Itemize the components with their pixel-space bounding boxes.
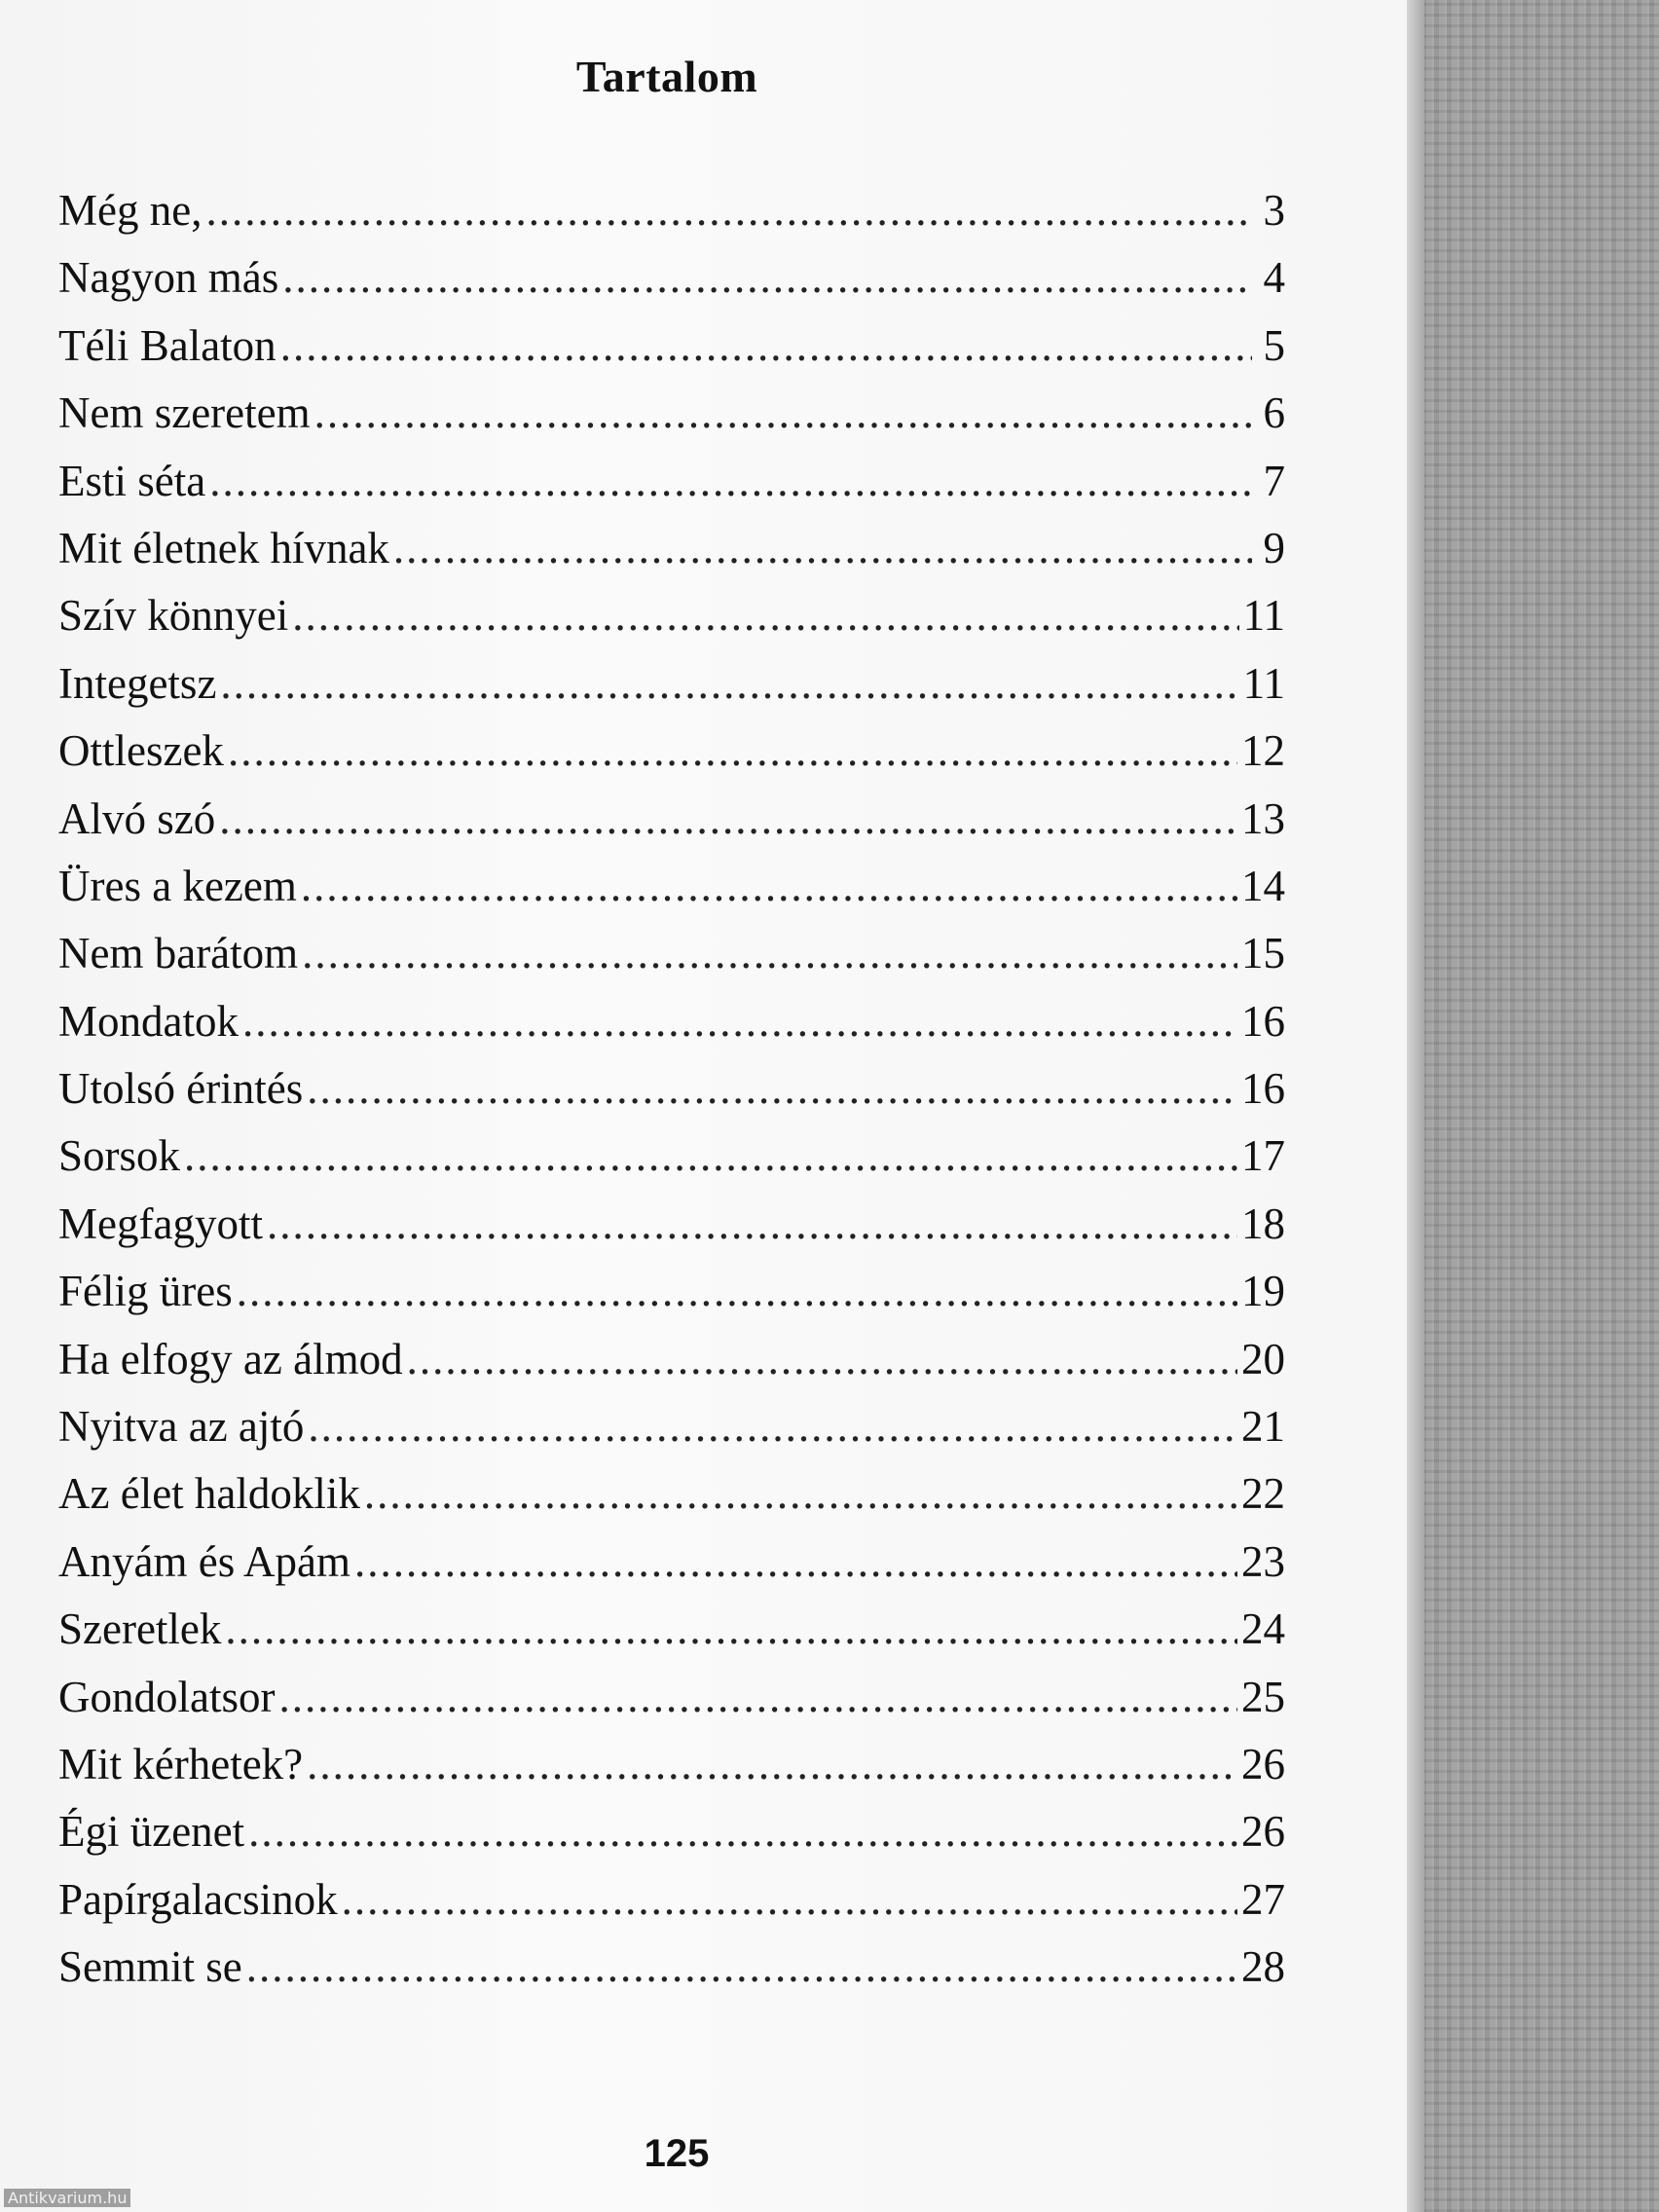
toc-entry-title: Ottleszek bbox=[58, 726, 224, 776]
toc-entry-page: 19 bbox=[1241, 1267, 1285, 1316]
dot-leader bbox=[209, 448, 1252, 515]
dot-leader bbox=[228, 718, 1237, 785]
toc-entry-page: 17 bbox=[1241, 1131, 1285, 1181]
toc-entry bbox=[58, 515, 1285, 582]
toc-entry-title: Mit életnek hívnak bbox=[58, 523, 389, 572]
dot-leader bbox=[219, 786, 1237, 853]
dot-leader bbox=[282, 244, 1252, 312]
dot-leader bbox=[278, 1664, 1237, 1731]
dot-leader bbox=[220, 650, 1238, 718]
watermark: Antikvarium.hu bbox=[4, 2189, 130, 2207]
toc-entry-page: 24 bbox=[1241, 1604, 1285, 1654]
toc-entry bbox=[58, 1055, 1285, 1123]
toc-entry-page: 23 bbox=[1241, 1536, 1285, 1586]
toc-entry-title: Integetsz bbox=[58, 658, 217, 708]
toc-entry-page: 13 bbox=[1241, 793, 1285, 843]
toc-entry-title: Gondolatsor bbox=[58, 1672, 276, 1721]
toc-entry bbox=[58, 582, 1285, 649]
toc-entry-title: Mit kérhetek? bbox=[58, 1739, 304, 1788]
toc-entry-title: Téli Balaton bbox=[58, 320, 276, 370]
toc-entry bbox=[58, 1326, 1285, 1393]
toc-entry-title: Sorsok bbox=[58, 1131, 181, 1181]
toc-entry-page: 22 bbox=[1241, 1469, 1285, 1519]
dot-leader bbox=[354, 1529, 1237, 1596]
dot-leader bbox=[237, 1258, 1237, 1325]
toc-entry-title: Megfagyott bbox=[58, 1198, 263, 1248]
toc-entry-title: Ha elfogy az álmod bbox=[58, 1334, 403, 1383]
toc-entry-page: 9 bbox=[1263, 523, 1285, 572]
toc-entry bbox=[58, 853, 1285, 920]
toc-entry-page: 15 bbox=[1241, 929, 1285, 978]
toc-entry-title: Mondatok bbox=[58, 996, 239, 1046]
toc-entry-page: 5 bbox=[1263, 320, 1285, 370]
toc-entry-title: Semmit se bbox=[58, 1942, 242, 1992]
toc-entry-page: 3 bbox=[1263, 186, 1285, 235]
dot-leader bbox=[308, 1393, 1237, 1460]
toc-entry bbox=[58, 1731, 1285, 1798]
toc-entry-title: Nyitva az ajtó bbox=[58, 1402, 305, 1452]
toc-entry bbox=[58, 920, 1285, 987]
toc-entry bbox=[58, 1866, 1285, 1934]
dot-leader bbox=[225, 1596, 1237, 1663]
toc-entry-page: 7 bbox=[1263, 456, 1285, 505]
table-of-contents bbox=[58, 177, 1285, 2002]
toc-entry-title: Alvó szó bbox=[58, 793, 216, 843]
dot-leader bbox=[407, 1326, 1237, 1393]
toc-entry-title: Még ne, bbox=[58, 186, 203, 235]
toc-entry-title: Nem szeretem bbox=[58, 388, 311, 438]
toc-entry-page: 16 bbox=[1241, 996, 1285, 1046]
toc-entry-title: Utolsó érintés bbox=[58, 1064, 304, 1114]
toc-entry-page: 4 bbox=[1263, 253, 1285, 303]
toc-entry bbox=[58, 1529, 1285, 1596]
toc-entry-page: 28 bbox=[1241, 1942, 1285, 1992]
toc-entry bbox=[58, 1934, 1285, 2001]
dot-leader bbox=[342, 1866, 1237, 1934]
toc-entry-page: 12 bbox=[1241, 726, 1285, 776]
toc-entry-page: 16 bbox=[1241, 1064, 1285, 1114]
toc-entry-title: Üres a kezem bbox=[58, 861, 297, 910]
toc-entry-title: Az élet haldoklik bbox=[58, 1469, 360, 1519]
toc-entry-page: 14 bbox=[1241, 861, 1285, 910]
toc-entry-title: Nagyon más bbox=[58, 253, 279, 303]
dot-leader bbox=[242, 988, 1237, 1055]
toc-entry bbox=[58, 718, 1285, 785]
dot-leader bbox=[314, 380, 1252, 447]
toc-entry bbox=[58, 1191, 1285, 1258]
toc-entry-title: Félig üres bbox=[58, 1267, 233, 1316]
toc-entry-page: 21 bbox=[1241, 1402, 1285, 1452]
toc-entry-title: Nem barátom bbox=[58, 929, 299, 978]
toc-entry-title: Szeretlek bbox=[58, 1604, 222, 1654]
toc-entry bbox=[58, 1798, 1285, 1865]
toc-entry-page: 26 bbox=[1241, 1739, 1285, 1788]
dot-leader bbox=[205, 177, 1252, 244]
toc-entry-page: 18 bbox=[1241, 1198, 1285, 1248]
toc-entry bbox=[58, 313, 1285, 380]
toc-entry-page: 6 bbox=[1263, 388, 1285, 438]
dot-leader bbox=[302, 920, 1237, 987]
dot-leader bbox=[267, 1191, 1237, 1258]
toc-entry bbox=[58, 1460, 1285, 1528]
dot-leader bbox=[248, 1798, 1237, 1865]
toc-entry-page: 27 bbox=[1241, 1874, 1285, 1924]
toc-entry bbox=[58, 786, 1285, 853]
toc-entry bbox=[58, 1596, 1285, 1663]
toc-entry-page: 11 bbox=[1242, 591, 1285, 641]
dot-leader bbox=[393, 515, 1252, 582]
book-edge-background bbox=[1407, 0, 1659, 2212]
dot-leader bbox=[301, 853, 1237, 920]
toc-entry-page: 11 bbox=[1242, 658, 1285, 708]
toc-entry bbox=[58, 988, 1285, 1055]
toc-entry-title: Anyám és Apám bbox=[58, 1536, 350, 1586]
toc-entry bbox=[58, 1393, 1285, 1460]
dot-leader bbox=[184, 1123, 1237, 1190]
dot-leader bbox=[292, 582, 1238, 649]
toc-entry bbox=[58, 1123, 1285, 1190]
toc-entry bbox=[58, 244, 1285, 312]
toc-entry bbox=[58, 448, 1285, 515]
toc-entry bbox=[58, 380, 1285, 447]
toc-entry-title: Égi üzenet bbox=[58, 1807, 245, 1857]
toc-entry-title: Esti séta bbox=[58, 456, 206, 505]
dot-leader bbox=[246, 1934, 1237, 2001]
dot-leader bbox=[364, 1460, 1237, 1528]
toc-entry-title: Papírgalacsinok bbox=[58, 1874, 338, 1924]
toc-entry bbox=[58, 1664, 1285, 1731]
dot-leader bbox=[307, 1731, 1237, 1798]
page-number: 125 bbox=[644, 2132, 710, 2175]
page-title: Tartalom bbox=[575, 52, 758, 101]
toc-entry bbox=[58, 1258, 1285, 1325]
toc-entry bbox=[58, 650, 1285, 718]
toc-entry-page: 25 bbox=[1241, 1672, 1285, 1721]
toc-entry-page: 26 bbox=[1241, 1807, 1285, 1857]
toc-entry bbox=[58, 177, 1285, 244]
toc-entry-page: 20 bbox=[1241, 1334, 1285, 1383]
toc-entry-title: Szív könnyei bbox=[58, 591, 289, 641]
dot-leader bbox=[280, 313, 1252, 380]
dot-leader bbox=[307, 1055, 1237, 1123]
